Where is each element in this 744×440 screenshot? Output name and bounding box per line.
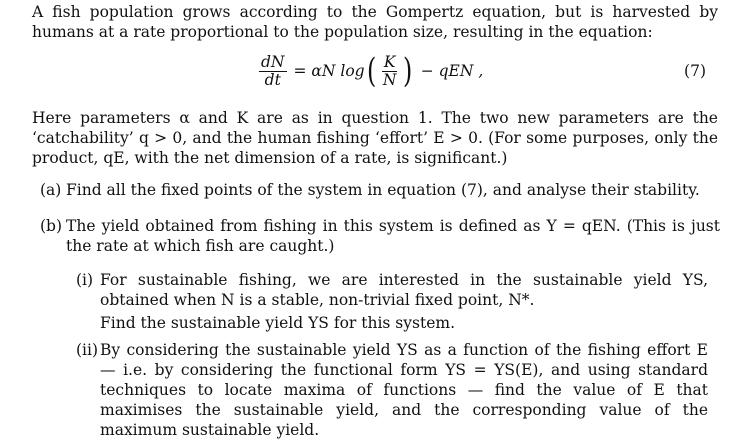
right-paren: ) <box>403 51 413 91</box>
part-a-text: Find all the fixed points of the system in equation (7), and analyse their stability. <box>66 181 700 199</box>
derivative-fraction <box>259 54 287 89</box>
part-b-i-instruction-text: Find the sustainable yield YS for this system. <box>100 314 455 332</box>
equation-tag: (7) <box>684 62 706 80</box>
gompertz-equation <box>0 48 744 94</box>
intro-paragraph: A fish population grows according to the Gompertz equation, but is harvested by humans at a rate proportional to the population size, resulting in the equation: <box>32 3 718 41</box>
part-b-text: The yield obtained from fishing in this system is defined as Y = qEN. (This is just the rate at which fish are caught.) <box>66 217 720 255</box>
log-fraction <box>381 54 399 89</box>
equation-rhs: − qEN , <box>420 62 484 80</box>
log-numerator: K <box>383 52 396 71</box>
part-a <box>40 180 720 200</box>
part-b-i-text: For sustainable fishing, we are interested in the sustainable yield YS, obtained when N is a stable, non-trivial fixed point, N*. <box>100 271 708 309</box>
parameters-paragraph: Here parameters α and K are as in question 1. The two new parameters are the ‘catchability’ q > 0, and the human fishing ‘effort’ E > 0. (For some purposes, only the product, qE, with the net dimension of a rate, is significant.) <box>32 109 718 167</box>
part-b-i-label: (i) <box>76 271 94 289</box>
derivative-denominator: dt <box>264 70 281 89</box>
part-b-ii-label: (ii) <box>76 341 99 359</box>
part-a-label: (a) <box>40 181 62 199</box>
equation-body <box>256 48 483 94</box>
derivative-numerator: dN <box>261 52 285 71</box>
part-b <box>40 216 720 256</box>
part-b-i <box>76 270 708 310</box>
part-b-ii-text: By considering the sustainable yield YS as a function of the fishing effort E — i.e. by considering the functional form YS = YS(E), and using standard techniques to locate maxima of functions — find the value of E that maximises the sustainable yield, and the corresponding value of the maximum sustainable yield. <box>100 341 708 439</box>
part-b-label: (b) <box>40 217 63 235</box>
left-paren: ( <box>366 51 376 91</box>
log-denominator: N <box>382 70 397 89</box>
part-b-ii <box>76 340 708 440</box>
part-b-i-instruction <box>76 313 708 333</box>
equation-middle: = αN log <box>293 62 365 80</box>
